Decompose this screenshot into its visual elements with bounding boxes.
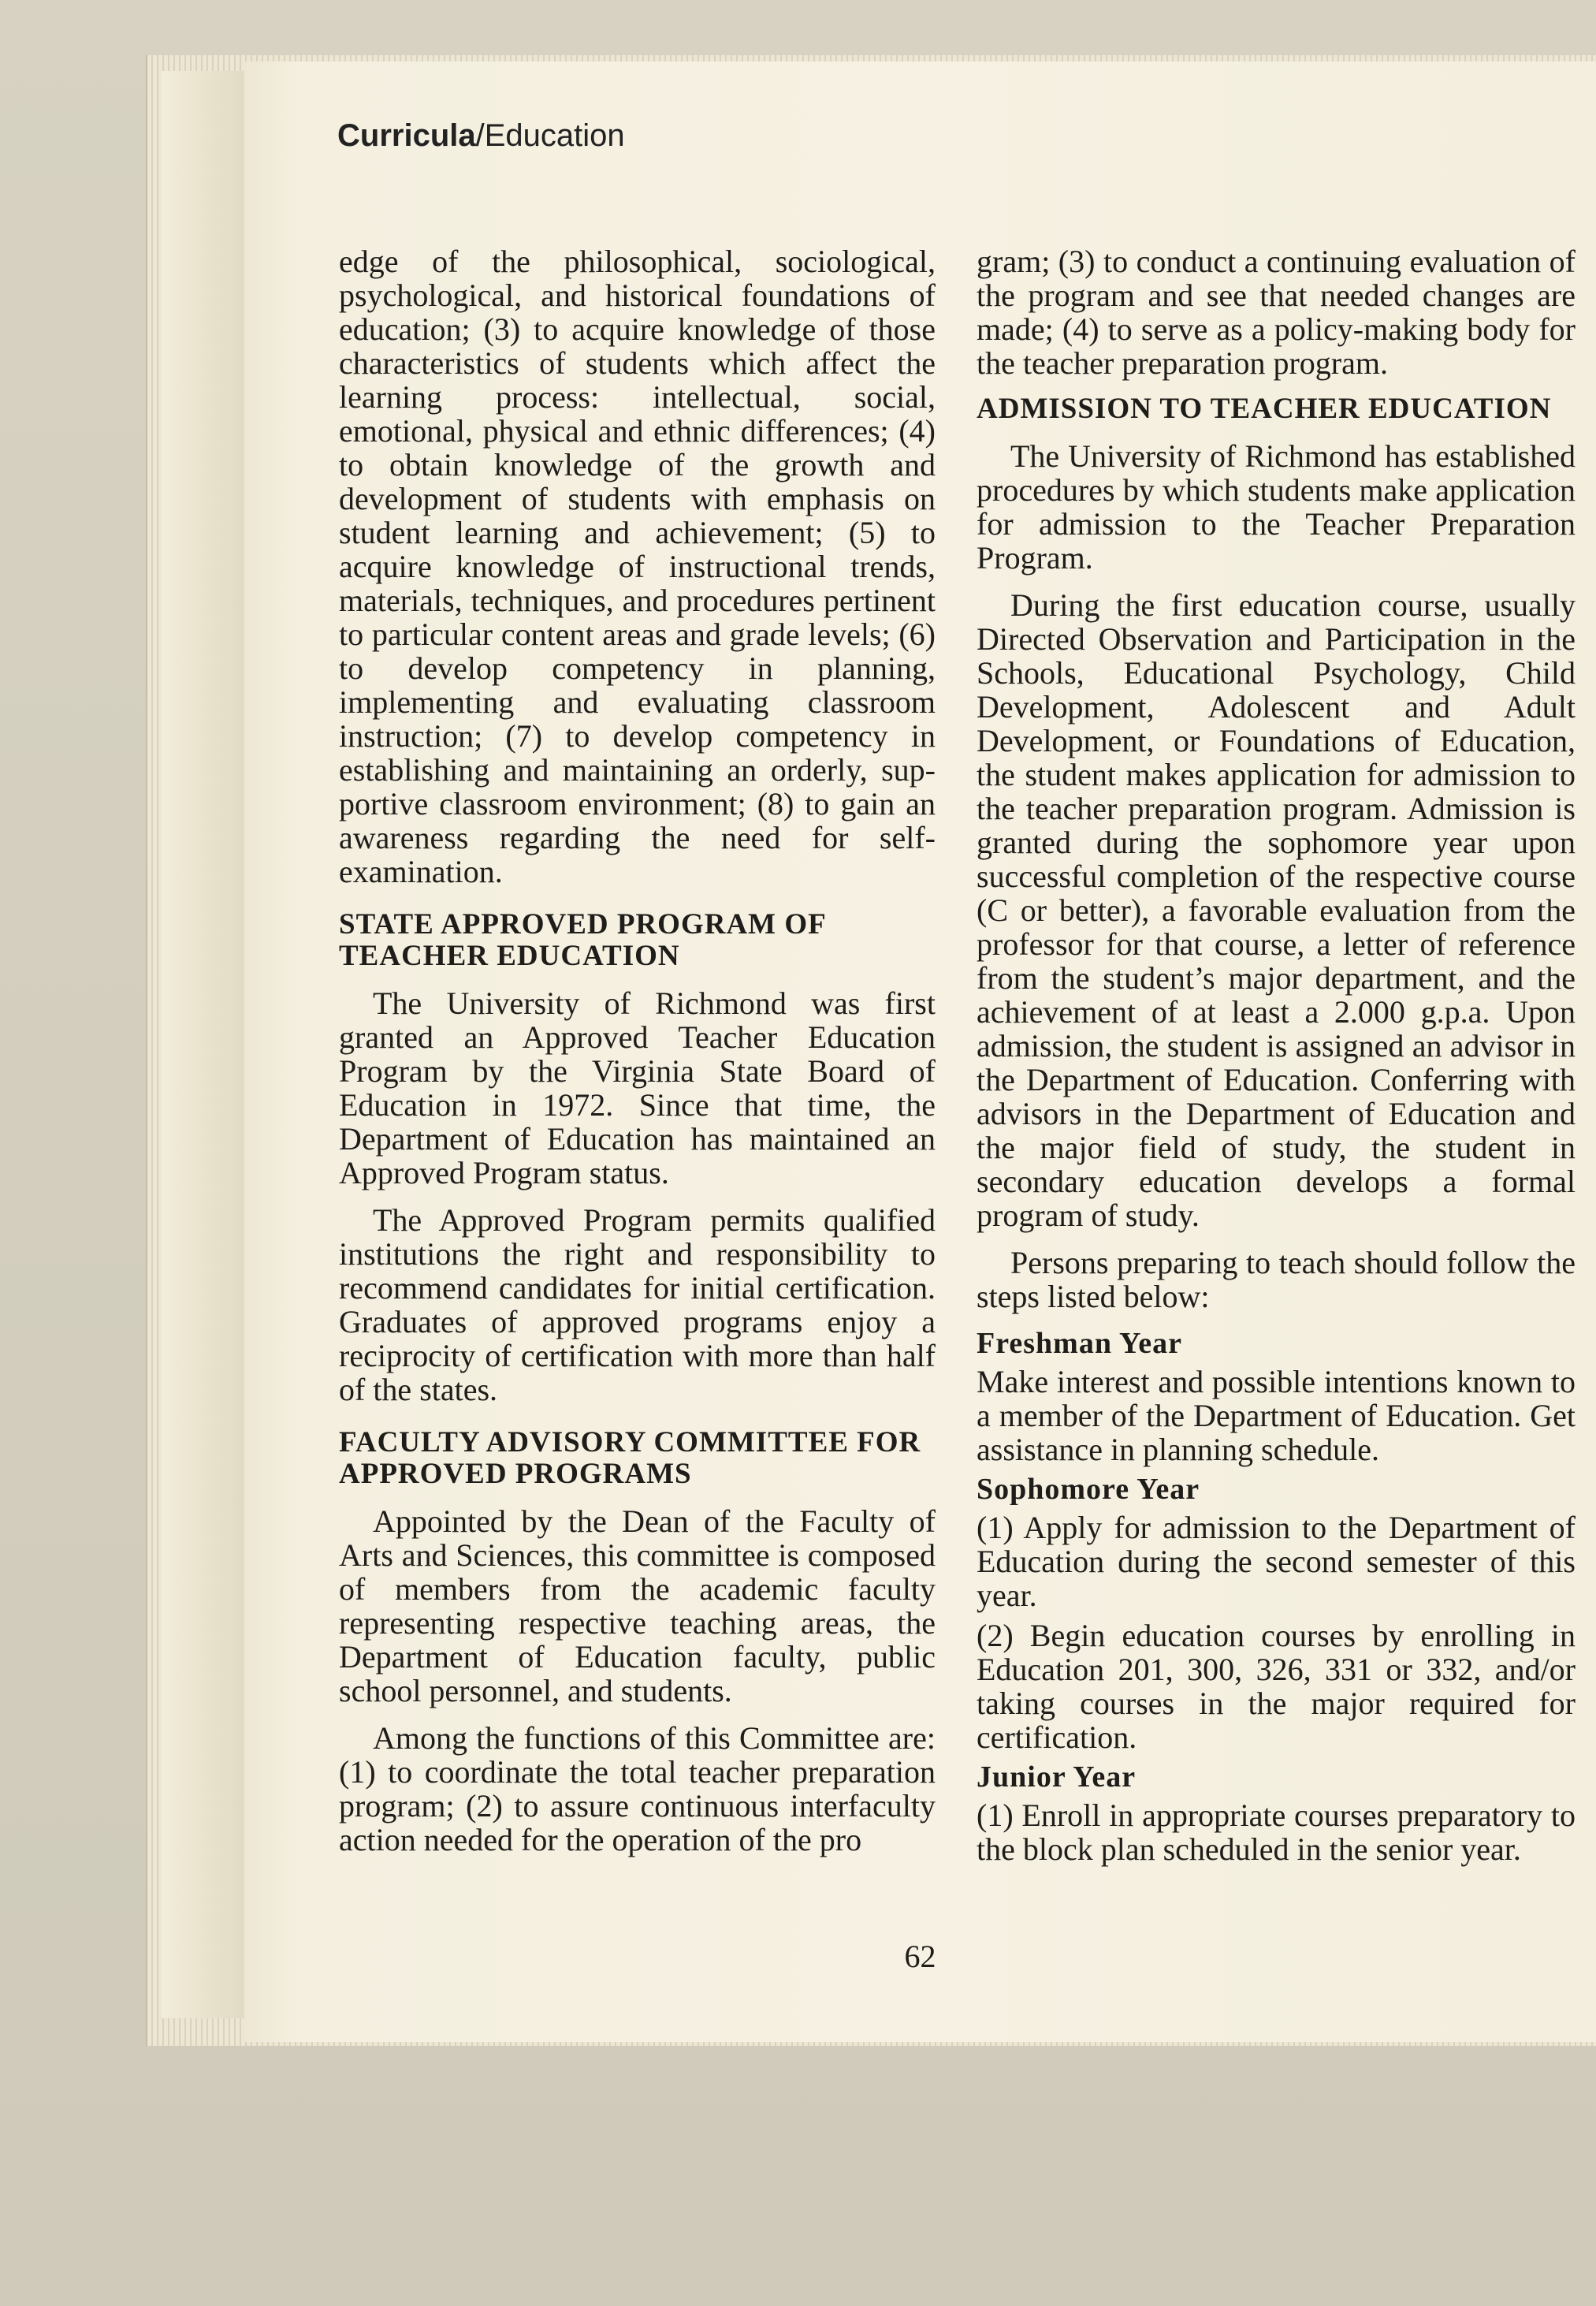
paragraph-freshman-steps: Make interest and possible intentions known to a member of the Department of Education. Get assistance in planning schedule.	[977, 1364, 1576, 1467]
heading-faculty-advisory-committee: FACULTY ADVISORY COMMITTEE FOR APPROVED PROGRAMS	[339, 1426, 921, 1490]
paragraph-committee-functions-continued: gram; (3) to conduct a continuing evaluation of the program and see that needed changes are made; (4) to serve as a policy-making body for the teacher preparation program.	[977, 244, 1576, 381]
page-number: 62	[904, 1939, 936, 1974]
paragraph-junior-step-1: (1) Enroll in appropriate courses preparatory to the block plan scheduled in the senior year.	[977, 1797, 1576, 1867]
running-head-subsection: /Education	[475, 118, 625, 153]
paragraph-committee-functions: Among the functions of this Committee are: (1) to coordinate the total teacher preparation program; (2) to assure continuous interfaculty action needed for the operation of the pro	[339, 1720, 936, 1857]
running-head	[337, 118, 625, 154]
running-head-section: Curricula	[337, 118, 476, 153]
paragraph-sophomore-step-2: (2) Begin education courses by enrolling in Education 201, 300, 326, 331 or 332, and/or taking courses in the major required for certification.	[977, 1618, 1576, 1755]
book-page	[244, 61, 1596, 2042]
paragraph-approved-program-reciprocity: The Approved Program permits qualified institutions the right and responsibility to recommend candidates for initial certification. Graduates of approved programs enjoy a reciprocity of certification with more than half of the states.	[339, 1202, 936, 1407]
heading-sophomore-year: Sophomore Year	[977, 1473, 1200, 1506]
paragraph-admission-requirements: During the first education course, usually Directed Observation and Participation in the Schools, Educational Psychology, Child Development, Adolescent and Adult Development, or Foundations of Education, the student makes application for admission to the teacher preparation program. Admission is granted during the sophomore year upon successful completion of the respective course (C or better), a favorable evaluation from the professor for that course, a letter of reference from the student’s major department, and the achievement of at least a 2.000 g.p.a. Upon admission, the student is assigned an advisor in the Department of Education. Conferring with advisors in the Department of Education and the major field of study, the student in secondary education develops a formal program of study.	[977, 587, 1576, 1233]
heading-admission-to-teacher-education: ADMISSION TO TEACHER EDUCATION	[977, 393, 1552, 425]
heading-junior-year: Junior Year	[977, 1760, 1137, 1794]
right-column	[977, 244, 1576, 1872]
paragraph-state-approval-history: The University of Richmond was first granted an Approved Teacher Education Program by the Virginia State Board of Education in 1972. Since that time, the Department of Education has maintained an Approved Program status.	[339, 985, 936, 1190]
paragraph-sophomore-step-1: (1) Apply for admission to the Department of Education during the second semester of this year.	[977, 1510, 1576, 1613]
book-page-edges	[162, 71, 248, 2018]
paragraph-steps-intro: Persons preparing to teach should follow the steps listed below:	[977, 1245, 1576, 1314]
paragraph-committee-composition: Appointed by the Dean of the Faculty of Arts and Sciences, this committee is composed of members from the academic faculty representing respective teaching areas, the Department of Education faculty, public school personnel, and students.	[339, 1503, 936, 1708]
left-column	[339, 244, 936, 1870]
heading-state-approved-program: STATE APPROVED PROGRAM OF TEACHER EDUCATION	[339, 908, 826, 972]
paragraph-objectives-continued: edge of the philosophical, sociological, psychological, and historical foundations of education; (3) to acquire knowledge of those characteristics of students which affect the learning process: intellectual, social, emotional, physical and ethnic differences; (4) to obtain knowledge of the growth and development of students with emphasis on student learning and achievement; (5) to acquire knowledge of instructional trends, materials, techniques, and procedures pertinent to particular content areas and grade levels; (6) to develop competency in planning, implementing and evaluating classroom instruction; (7) to develop competency in establishing and maintaining an orderly, supportive classroom environment; (8) to gain an awareness regarding the need for self-examination.	[339, 244, 936, 889]
heading-freshman-year: Freshman Year	[977, 1327, 1183, 1360]
paragraph-admission-procedures: The University of Richmond has established procedures by which students make application for admission to the Teacher Preparation Program.	[977, 438, 1576, 576]
